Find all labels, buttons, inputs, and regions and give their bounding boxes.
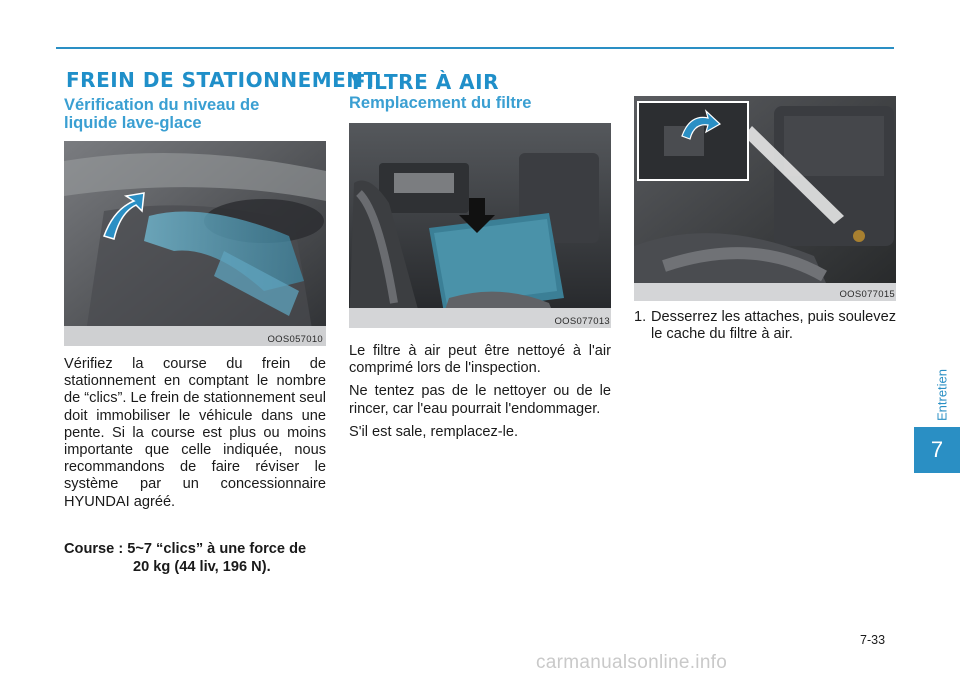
step-1 bbox=[634, 309, 896, 343]
paragraph-2: Ne tentez pas de le nettoyer ou de le rincer, car l'eau pourrait l'endommager. bbox=[349, 383, 611, 417]
section-subtitle-right: Remplacement du filtre bbox=[349, 94, 532, 112]
paragraph-text: Vérifiez la course du frein de stationnement en comptant le nombre de “clics”. Le frein de stationnement seul doit immobiliser le véhicule dans une pente. Si la course est plus ou moins importante que celle indiquée, nous recommandons de faire réviser le système par un concessionnaire HYUNDAI agréé. bbox=[64, 356, 327, 510]
sidebar-label-text: Entretien bbox=[934, 368, 950, 422]
step-number: 1. bbox=[634, 309, 647, 325]
top-rule bbox=[56, 47, 894, 49]
spec-line-1: Course : 5~7 “clics” à une force de bbox=[64, 541, 307, 557]
paragraph-1: Le filtre à air peut être nettoyé à l'air comprimé lors de l'inspection. bbox=[349, 343, 611, 377]
image-caption-left: OOS057010 bbox=[267, 334, 323, 345]
subtitle-line-1: Vérification du niveau de bbox=[64, 96, 260, 114]
page-number: 7-33 bbox=[860, 633, 886, 647]
section-subtitle-left bbox=[64, 96, 259, 132]
watermark: carmanualsonline.info bbox=[536, 652, 728, 673]
chapter-tab: 7 bbox=[914, 427, 960, 473]
spec-course bbox=[64, 541, 332, 576]
sidebar-chapter-label bbox=[928, 360, 956, 430]
air-filter-paragraphs bbox=[349, 343, 611, 447]
section-title-parking-brake: FREIN DE STATIONNEMENT bbox=[66, 68, 378, 92]
step-text: Desserrez les attaches, puis soulevez le cache du filtre à air. bbox=[651, 309, 896, 343]
subtitle-line-2: liquide lave-glace bbox=[64, 114, 202, 132]
image-caption-middle: OOS077013 bbox=[554, 316, 610, 327]
air-filter-photo-1 bbox=[349, 123, 611, 328]
spec-line-2: 20 kg (44 liv, 196 N). bbox=[133, 558, 271, 575]
parking-brake-photo bbox=[64, 141, 326, 346]
paragraph-3: S'il est sale, remplacez-le. bbox=[349, 423, 519, 440]
parking-brake-paragraph bbox=[64, 356, 326, 517]
air-filter-photo-2 bbox=[634, 96, 896, 301]
section-title-air-filter: FILTRE À AIR bbox=[352, 70, 499, 94]
image-caption-right: OOS077015 bbox=[839, 289, 895, 300]
